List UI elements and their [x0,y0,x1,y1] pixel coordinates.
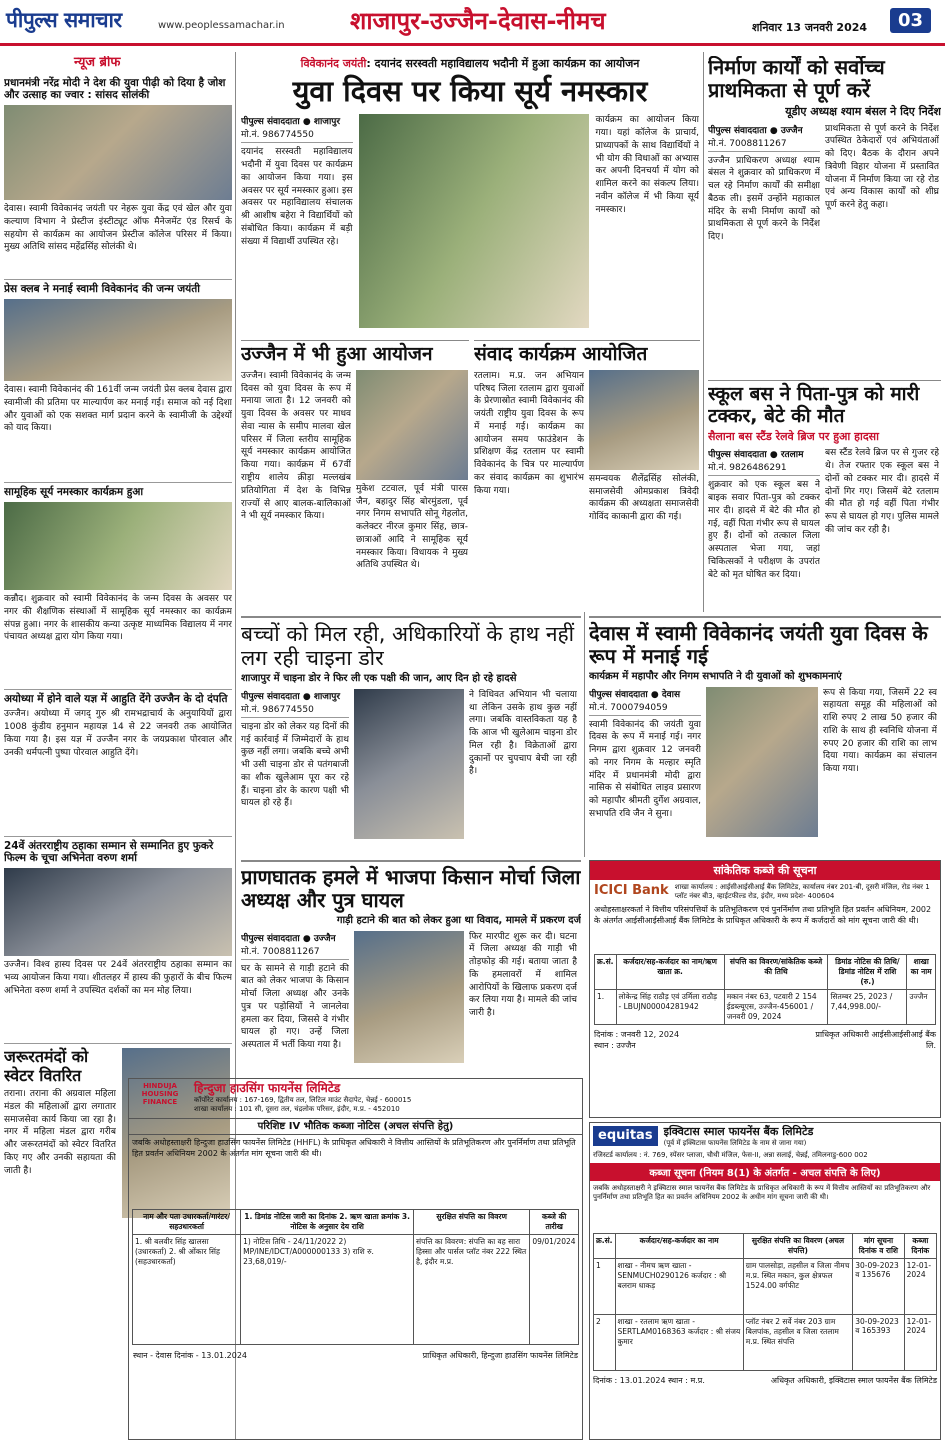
nirman-body-continued: प्राथमिकता से पूर्ण करने के निर्देश उपस्थित ठेकेदारों एवं अभियंताओं को दिए। बैठक के दौरान अपने त्रिवेणी विहार योजना में प्रस्तावित योजना में निर्माण किया जा रहे रोड एवं अन्य विकास कार्यों को शीघ्र पूर्ण करने हेतु कहा। [825,123,939,211]
icici-col-demand: डिमांड नोटिस की तिथि/डिमांड नोटिस में राशि (रु.) [828,954,907,989]
hinduja-notice-title: परिशिष्ट IV भौतिक कब्जा नोटिस (अचल संपत्ति हेतु) [129,1118,582,1136]
brief-story-4-body: उज्जैन। अयोध्या में जगद् गुरु श्री रामभद्राचार्य के अनुयायियों द्वारा 1008 कुंडीय हनुमान महायज्ञ 14 से 22 जनवरी तक आयोजित किया गया है। इस यज्ञ में उज्जैन नगर के जयप्रकाश पोरवाल और उनकी धर्मपत्नी पुष्पा पोरवाल आहुति देंगे। [4,709,232,758]
equitas-row1-possession: 12-01-2024 [904,1258,936,1314]
nirman-body: उज्जैन प्राधिकरण अध्यक्ष श्याम बंसल ने शुक्रवार को प्राधिकरण में चल रहे निर्माण कार्यों की समीक्षा बैठक ली। इसमें उन्होंने महाकाल मंदिर के सभी निर्माण कार्यों को प्राथमिकता से पूर्ण करने के निर्देश दिए। [708,155,820,243]
equitas-notice-title: कब्जा सूचना (नियम 8(1) के अंतर्गत - अचल संपत्ति के लिए) [590,1163,940,1181]
hinduja-title: हिन्दुजा हाउसिंग फायनेंस लिमिटेड [194,1081,341,1095]
nirman-mobile: मो.नं. 7008811267 [708,138,787,149]
hinduja-cell-property: संपत्ति का विवरण: संपत्ति का वह सारा हिस्सा और पार्सल प्लॉट नंबर 222 स्थित है, इंदौर म.प्र. [414,1235,530,1345]
dewas-photo [706,687,818,837]
dewas-byline-text: पीपुल्स संवाददाता ● देवास [589,689,681,700]
equitas-col-demand: मांग सूचना दिनांक व राशि [853,1233,904,1258]
brief-story-4-title: अयोध्या में होने वाले यज्ञ में आहुति देंगे उज्जैन के दो दंपति [4,689,232,705]
lead-kicker: विवेकानंद जयंती [300,57,367,70]
icici-place: स्थान : उज्जैन [594,1040,636,1050]
nirman-headline: निर्माण कार्यों को सर्वोच्च प्राथमिकता से पूर्ण करें [708,56,885,102]
china-mobile: मो.नं. 986774550 [241,704,314,715]
attack-byline-text: पीपुल्स संवाददाता ● उज्जैन [241,933,336,944]
hinduja-col-date: कब्जे की तारीख [530,1210,579,1235]
icici-cell-property: मकान नंबर 63, पटवारी 2 154 ईडब्ल्यूएस, उज्जैन-456001 / जनवरी 09, 2024 [724,989,828,1024]
lead-kicker-rest: : दयानंद सरस्वती महाविद्यालय भदौनी में हुआ कार्यक्रम का आयोजन [366,57,640,70]
samvad-headline: संवाद कार्यक्रम आयोजित [474,343,648,365]
icici-table [594,954,936,1025]
hinduja-cell-date: 09/01/2024 [530,1235,579,1345]
equitas-text: जबकि अधोहस्ताक्षरी ने इक्विटास स्माल फायनेंस बैंक लिमिटेड के प्राधिकृत अधिकारी के रूप में वित्तीय आस्तियों का प्रतिभूतिकरण और पुनर्निर्माण तथा प्रतिभूति हित का प्रवर्तन अधिनियम 2002 के अधीन मांग सूचना जारी की थी। [593,1183,931,1201]
equitas-col-property: सुरक्षित संपत्ति का विवरण (अचल संपत्ति) [743,1233,853,1258]
equitas-row2-borrower: शाखा - रतलाम ऋण खाता - SERTLAM0168363 कर्जदार : श्री संजय कुमार [615,1314,743,1370]
hinduja-col-borrower: नाम और पता उधारकर्ता/गारंटर/सहउधारकर्ता [133,1210,241,1235]
brief-story-5-title: 24वें अंतरराष्ट्रीय ठहाका सम्मान से सम्मानित हुए फुकरे फिल्म के चूचा अभिनेता वरुण शर्मा [4,836,232,864]
equitas-subtitle: (पूर्व में इक्विटास फायनेंस लिमिटेड के नाम से जाना गया) [663,1138,807,1147]
icici-logo: ICICI Bank [594,883,669,898]
hinduja-logo: HINDUJA HOUSING FINANCE [141,1082,179,1106]
icici-cell-sn: 1. [595,989,617,1024]
schoolbus-byline-text: पीपुल्स संवाददाता ● रतलाम [708,450,804,461]
hinduja-cell-borrower: 1. श्री बलवीर सिंह खालसा (उधारकर्ता) 2. श्री ओंकार सिंह (सहउधारकर्ता) [133,1235,241,1345]
icici-col-sn: क्र.सं. [595,954,617,989]
china-body: चाइना डोर को लेकर यह दिनों की गई कार्रवाई में जिम्मेदारों के हाथ कुछ नहीं लगा। जबकि बच्चे अभी भी उसी चाइना डोर से पतंगबाजी का शौक खुलेआम पूरा कर रहे हैं। चाइना डोर के कारण पक्षी भी घायल हो रहे हैं। [241,721,349,809]
hinduja-notice [128,1078,583,1440]
brief-story-2-title: प्रेस क्लब ने मनाई स्वामी विवेकानंद की जन्म जयंती [4,279,232,295]
table-row [595,989,936,1024]
samvad-body-continued: समन्वयक शैलेंद्रसिंह सोलंकी, समाजसेवी ओमप्रकाश त्रिवेदी कार्यक्रम की अध्यक्षता समाजसेवी गोविंद काकानी द्वारा की गई। [589,473,699,523]
attack-headline: प्राणघातक हमले में भाजपा किसान मोर्चा जिला अध्यक्ष और पुत्र घायल [241,865,581,912]
equitas-row1-property: ग्राम पालसोड़ा, तहसील व जिला नीमच म.प्र. स्थित मकान, कुल क्षेत्रफल 1524.00 वर्गफीट [743,1258,853,1314]
ujjain-headline: उज्जैन में भी हुआ आयोजन [241,343,433,365]
table-row [133,1235,579,1345]
table-row [594,1314,937,1370]
icici-address: शाखा कार्यालय : आईसीआईसीआई बैंक लिमिटेड, कार्यालय नंबर 201-बी, दूसरी मंजिल, रोड नंबर 1 प्लॉट नंबर बी3, व्हाईटफील्ड रोड, इंदौर, मध्य प्रदेश- 400604 [674,883,930,901]
icici-cell-demand: सितम्बर 25, 2023 / 7,44,998.00/- [828,989,907,1024]
attack-mobile: मो.नं. 7008811267 [241,946,320,957]
brief-story-6-title: जरूरतमंदों को स्वेटर वितरित [4,1047,89,1085]
equitas-col-possession: कब्जा दिनांक [904,1233,936,1258]
equitas-row1-borrower: शाखा - नीमच ऋण खाता - SENMUCH0290126 कर्जदार : श्री बलराम धाकड़ [615,1258,743,1314]
news-brief-label: न्यूज ब्रीफ [74,56,121,70]
schoolbus-story [708,380,941,612]
nirman-byline [708,123,820,152]
equitas-date-place: दिनांक : 13.01.2024 स्थान : म.प्र. [593,1375,705,1385]
icici-col-branch: शाखा का नाम [907,954,936,989]
nirman-subhead: यूडीए अध्यक्ष श्याम बंसल ने दिए निर्देश [785,105,941,118]
samvad-body: रतलाम। म.प्र. जन अभियान परिषद जिला रतलाम द्वारा युवाओं के प्रेरणास्रोत स्वामी विवेकानंद की जयंती राष्ट्रीय युवा दिवस के रूप में मनाई गई। कार्यक्रम का आयोजन समय फाउंडेशन के प्रशिक्षण केंद्र रतलाम पर स्वामी विवेकानंद के चित्र पर माल्यार्पण कर संवाद कार्यक्रम का शुभारंभ किया गया। [474,370,584,496]
nirman-byline-text: पीपुल्स संवाददाता ● उज्जैन [708,125,803,136]
hinduja-place-date: स्थान - देवास दिनांक - 13.01.2024 [133,1351,248,1361]
equitas-table [593,1233,937,1371]
samvad-photo [589,370,699,470]
attack-body: घर के सामने से गाड़ी हटाने की बात को लेकर भाजपा के किसान मोर्चा जिला अध्यक्ष और उनके पुत्र पर पड़ोसियों ने जानलेवा हमला कर दिया, जिससे वे गंभीर घायल हो गए। उन्हें जिला अस्पताल में भर्ती किया गया है। [241,963,349,1051]
equitas-row2-property: प्लॉट नंबर 2 सर्वे नंबर 203 ग्राम बिलपांक, तहसील व जिला रतलाम म.प्र. स्थित संपत्ति [743,1314,853,1370]
attack-photo [354,931,464,1063]
dewas-body: स्वामी विवेकानंद की जयंती युवा दिवस के रूप में मनाई गई। नगर निगम द्वारा शुक्रवार 12 जनवरी को नगर निगम के मल्हार स्मृति मंदिर में प्रधानमंत्री मोदी द्वारा नासिक से संबोधित लाइव प्रसारण को महापौर श्रीमती दुर्गेश अग्रवाल, सभापति रवि जैन ने सुना। [589,719,701,819]
attack-byline [241,931,349,960]
brief-story-3-body: कन्नौद। शुक्रवार को स्वामी विवेकानंद के जन्म दिवस के अवसर पर नगर की शैक्षणिक संस्थाओं में सामूहिक सूर्य नमस्कार का कार्यक्रम संपन्न हुआ। नगर के शासकीय कन्या उत्कृष्ट माध्यमिक विद्यालय में नगर पंचायत अध्यक्ष द्वारा योग किया गया। [4,594,232,643]
schoolbus-headline: स्कूल बस ने पिता-पुत्र को मारी टक्कर, बेटे की मौत [708,383,920,427]
icici-cell-borrower: लोकेन्द्र सिंह राठौड़ एवं उर्मिला राठौड़ - LBUJN00004281942 [616,989,724,1024]
brief-story-2-photo [4,299,232,381]
lead-story [241,56,699,340]
website-url[interactable]: www.peoplessamachar.in [158,20,285,31]
icici-notice [589,860,941,1118]
ujjain-story [241,340,469,612]
page-number: 03 [890,8,931,33]
brief-story-5-body: उज्जैन। विश्व हास्य दिवस पर 24वें अंतरराष्ट्रीय ठहाका सम्मान का भव्य आयोजन किया गया। शीतलहर में हास्य की फुहारों के बीच फिल्म अभिनेता वरुण शर्मा ने उपस्थित दर्शकों का मन मोह लिया। [4,960,232,996]
china-photo [354,689,464,839]
dewas-mobile: मो.नं. 7000794059 [589,702,668,713]
icici-col-property: संपत्ति का विवरण/सांकेतिक कब्जे की तिथि [724,954,828,989]
china-byline [241,689,349,718]
edition-title: शाजापुर-उज्जैन-देवास-नीमच [350,7,606,35]
brief-story-1-title: प्रधानमंत्री नरेंद्र मोदी ने देश की युवा पीढ़ी को दिया है जोश और उत्साह का ज्वार : सांसद सोलंकी [4,76,226,101]
brief-story-1-photo [4,105,232,200]
ujjain-body-continued: मुकेश टटवाल, पूर्व मंत्री पारस जैन, बहादुर सिंह बोरमुंडला, पूर्व नगर निगम सभापति सोनू गेहलोत, कलेक्टर नीरज कुमार सिंह, छात्र-छात्राओं आदि ने सामूहिक सूर्य नमस्कार किया। विधायक ने मुख्य अतिथि उपस्थित थे। [356,483,468,571]
lead-mobile: मो.नं. 986774550 [241,130,314,141]
schoolbus-mobile: मो.नं. 9826486291 [708,463,787,474]
hinduja-cell-demand: 1) नोटिस तिथि - 24/11/2022 2) MP/INE/IDCT/A000000133 3) राशि रु. 23,68,019/- [241,1235,414,1345]
dewas-headline: देवास में स्वामी विवेकानंद जयंती युवा दिवस के रूप में मनाई गई [589,621,928,668]
brief-story-1-body: देवास। स्वामी विवेकानंद जयंती पर नेहरू युवा केंद्र एवं खेल और युवा कल्याण विभाग ने प्रेस्टीज इंस्टीट्यूट ऑफ मैनेजमेंट एंड रिसर्च के सहयोग से कार्यक्रम का आयोजन प्रेस्टीज कॉलेज परिसर में किया। मुख्य अतिथि सांसद महेंद्रसिंह सोलंकी थे। [4,204,232,253]
icici-cell-branch: उज्जैन [907,989,936,1024]
dewas-byline [589,687,701,716]
hinduja-signatory: प्राधिकृत अधिकारी, हिन्दुजा हाउसिंग फायनेंस लिमिटेड [422,1351,578,1361]
icici-section-title: सांकेतिक कब्जे की सूचना [590,861,940,880]
attack-body-continued: फिर मारपीट शुरू कर दी। घटना में जिला अध्यक्ष की गाड़ी भी तोड़फोड़ की गई। बताया जाता है कि हमलावरों में शामिल आरोपियों के खिलाफ प्रकरण दर्ज कर लिया गया है। मामले की जांच जारी है। [469,931,577,1019]
equitas-col-borrower: कर्जदार/सह-कर्जदार का नाम [615,1233,743,1258]
china-dor-story [241,616,581,856]
equitas-title: इक्विटास स्माल फायनेंस बैंक लिमिटेड [663,1125,814,1138]
equitas-col-sn: क्र.सं. [594,1233,616,1258]
equitas-office: रजिस्टर्ड कार्यालय : नं. 769, स्पेंसर प्लाजा, चौथी मंजिल, फेस-II, अन्ना सलाई, चेन्नई, तमिलनाडु-600 002 [593,1151,868,1160]
hinduja-col-property: सुरक्षित संपत्ति का विवरण [414,1210,530,1235]
schoolbus-byline [708,447,820,476]
lead-byline [241,114,353,143]
table-row [594,1258,937,1314]
brief-story-3-photo [4,502,232,590]
lead-body-continued: कार्यक्रम का आयोजन किया गया। यहां कॉलेज के प्राचार्य, प्राध्यापकों के साथ विद्यार्थियों ने भी योग की विधाओं का अभ्यास कर अपनी दिनचर्या में योग को शामिल करने का संकल्प लिया। नवीन कॉलेज में भी किया सूर्य नमस्कार। [595,115,699,215]
hinduja-text: जबकि अधोहस्ताक्षरी हिन्दुजा हाउसिंग फायनेंस लिमिटेड (HHFL) के प्राधिकृत अधिकारी ने वित्तीय आस्तियों के प्रतिभूतिकरण और पुनर्निर्माण तथा प्रतिभूति हित प्रवर्तन अधिनियम 2002 के अंतर्गत मांग सूचना जारी की थी। [132,1138,576,1158]
dewas-story [589,616,941,856]
china-headline: बच्चों को मिल रही, अधिकारियों के हाथ नहीं लग रही चाइना डोर [241,622,575,671]
hinduja-col-demand: 1. डिमांड नोटिस जारी का दिनांक 2. ऋण खाता क्रमांक 3. नोटिस के अनुसार देय राशि [241,1210,414,1235]
samvad-story [474,340,700,612]
lead-photo [359,114,590,328]
brief-story-3-title: सामूहिक सूर्य नमस्कार कार्यक्रम हुआ [4,482,232,498]
brief-story-2-body: देवास। स्वामी विवेकानंद की 161वीं जन्म जयंती प्रेस क्लब देवास द्वारा स्वामीजी की प्रतिमा पर माल्यार्पण कर मनाई गई। समाज को नई दिशा और युवाओं को एक सशक्त मार्ग प्रदान करने के स्वामीजी के उद्देश्यों को याद किया। [4,385,232,434]
equitas-logo: equitas [593,1126,658,1146]
equitas-row1-sn: 1 [594,1258,616,1314]
ujjain-photo [356,370,468,480]
attack-subhead: गाड़ी हटाने की बात को लेकर हुआ था विवाद, मामले में प्रकरण दर्ज [336,915,581,926]
equitas-row1-demand: 30-09-2023 व 135676 [853,1258,904,1314]
china-byline-text: पीपुल्स संवाददाता ● शाजापुर [241,691,341,702]
dewas-body-continued: रूप से किया गया, जिसमें 22 स्व सहायता समूह की महिलाओं को राशि रुपए 2 लाख 50 हजार की राशि के साथ ही स्वनिधि योजना में रुपए 20 हजार की राशि का लाभ दिया गया। कार्यक्रम का संचालन किया गया। [823,687,937,775]
icici-col-borrower: कर्जदार/सह-कर्जदार का नाम/ऋण खाता क्र. [616,954,724,989]
china-subhead: शाजापुर में चाइना डोर ने फिर ली एक पक्षी की जान, आए दिन हो रहे हादसे [241,673,517,685]
schoolbus-body-continued: बस स्टैंड रेलवे ब्रिज पर से गुजर रहे थे। तेज रफ्तार एक स्कूल बस ने दोनों को टक्कर मार दी। हादसे में दोनों गिर गए। जिसमें बेटे रतलाम की मौत हो गई वहीं पिता गंभीर रूप से घायल हो गए। पुलिस मामले की जांच कर रही है। [825,448,939,535]
newspaper-logo: पीपुल्स समाचार [6,8,122,32]
dewas-subhead: कार्यक्रम में महापौर और निगम सभापति ने दी युवाओं को शुभकामनाएं [589,671,842,682]
icici-text: अधोहस्ताक्षरकर्ता ने वित्तीय परिसंपत्तियों के प्रतिभूतिकरण एवं पुनर्निर्माण तथा प्रतिभूति हित प्रवर्तन अधिनियम, 2002 के अंतर्गत आईसीआईसीआई बैंक लिमिटेड के प्राधिकृत अधिकारी के रूप में कर्जदारों को मांग सूचना जारी की थी। [594,904,932,925]
schoolbus-subhead: सैलाना बस स्टैंड रेलवे ब्रिज पर हुआ हादसा [708,429,879,443]
icici-signatory: प्राधिकृत अधिकारी आईसीआईसीआई बैंक लि. [815,1029,936,1050]
equitas-row2-possession: 12-01-2024 [904,1314,936,1370]
lead-byline-text: पीपुल्स संवाददाता ● शाजापुर [241,117,341,128]
equitas-notice [589,1122,941,1440]
brief-story-6-body: तराना। तराना की अग्रवाल महिला मंडल की महिलाओं द्वारा लगातार समाजसेवा कार्य किया जा रहा है। नगर में महिला मंडल द्वारा गरीब और जरूरतमंदों को स्वेटर वितरित किए गए और उनकी सहायता की जाती है। [4,1089,116,1176]
masthead [0,0,945,46]
hinduja-office-2: शाखा कार्यालय : 101 सी, दूसरा तल, चंद्रलोक परिसर, इंदौर, म.प्र. - 452010 [194,1105,400,1114]
equitas-signatory: अधिकृत अधिकारी, इक्विटास स्माल फायनेंस बैंक लिमिटेड [770,1375,937,1385]
lead-headline: युवा दिवस पर किया सूर्य नमस्कार [292,74,648,108]
china-body-continued: ने विधिवत अभियान भी चलाया था लेकिन उसके हाथ कुछ नहीं लगा। जबकि वास्तविकता यह है कि आज भी खुलेआम चाइना डोर मिल रही है। विक्रेताओं द्वारा दुकानों पर चुपचाप बेची जा रही है। [469,689,577,777]
attack-story [241,860,581,1074]
ujjain-body: उज्जैन। स्वामी विवेकानंद के जन्म दिवस को युवा दिवस के रूप में मनाया जाता है। 12 जनवरी को युवा दिवस के अवसर पर माधव सेवा न्यास के समीप मालवा खेल परिसर में जिला स्तरीय सामूहिक सूर्य नमस्कार कार्यक्रम आयोजित किया गया। कार्यक्रम में 67वीं राष्ट्रीय शालेय क्रीड़ा मल्लखंब प्रतियोगिता में देश के विभिन्न राज्यों से आए बालक-बालिकाओं ने भी सूर्य नमस्कार किया। [241,370,351,522]
equitas-row2-demand: 30-09-2023 व 165393 [853,1314,904,1370]
schoolbus-body: शुक्रवार को एक स्कूल बस ने बाइक सवार पिता-पुत्र को टक्कर मार दी। हादसे में बेटे की मौत हो गई, वहीं पिता गंभीर रूप से घायल हुए हैं। दोनों को तत्काल जिला अस्पताल भेजा गया, जहां चिकित्सकों ने परीक्षण के उपरांत बेटे को मृत घोषित कर दिया। [708,480,820,580]
equitas-row2-sn: 2 [594,1314,616,1370]
brief-story-5-photo [4,868,232,956]
lead-body: दयानंद सरस्वती महाविद्यालय भदौनी में युवा दिवस पर कार्यक्रम का आयोजन किया गया। इस अवसर पर सूर्य नमस्कार हुआ। इस अवसर पर महाविद्यालय संचालक श्री आशीष बहेरा ने विद्यार्थियों को संबोधित किया। कार्यक्रम में बड़ी संख्या में विद्यार्थी उपस्थित रहे। [241,147,353,247]
issue-date: शनिवार 13 जनवरी 2024 [752,21,868,34]
icici-date: दिनांक : जनवरी 12, 2024 [594,1029,680,1039]
hinduja-table [132,1209,579,1345]
nirman-story [708,56,941,376]
hinduja-office: कॉर्पोरेट कार्यालय : 167-169, द्वितीय तल, लिटिल माउंट सैदापेट, चेन्नई - 600015 [194,1095,412,1104]
